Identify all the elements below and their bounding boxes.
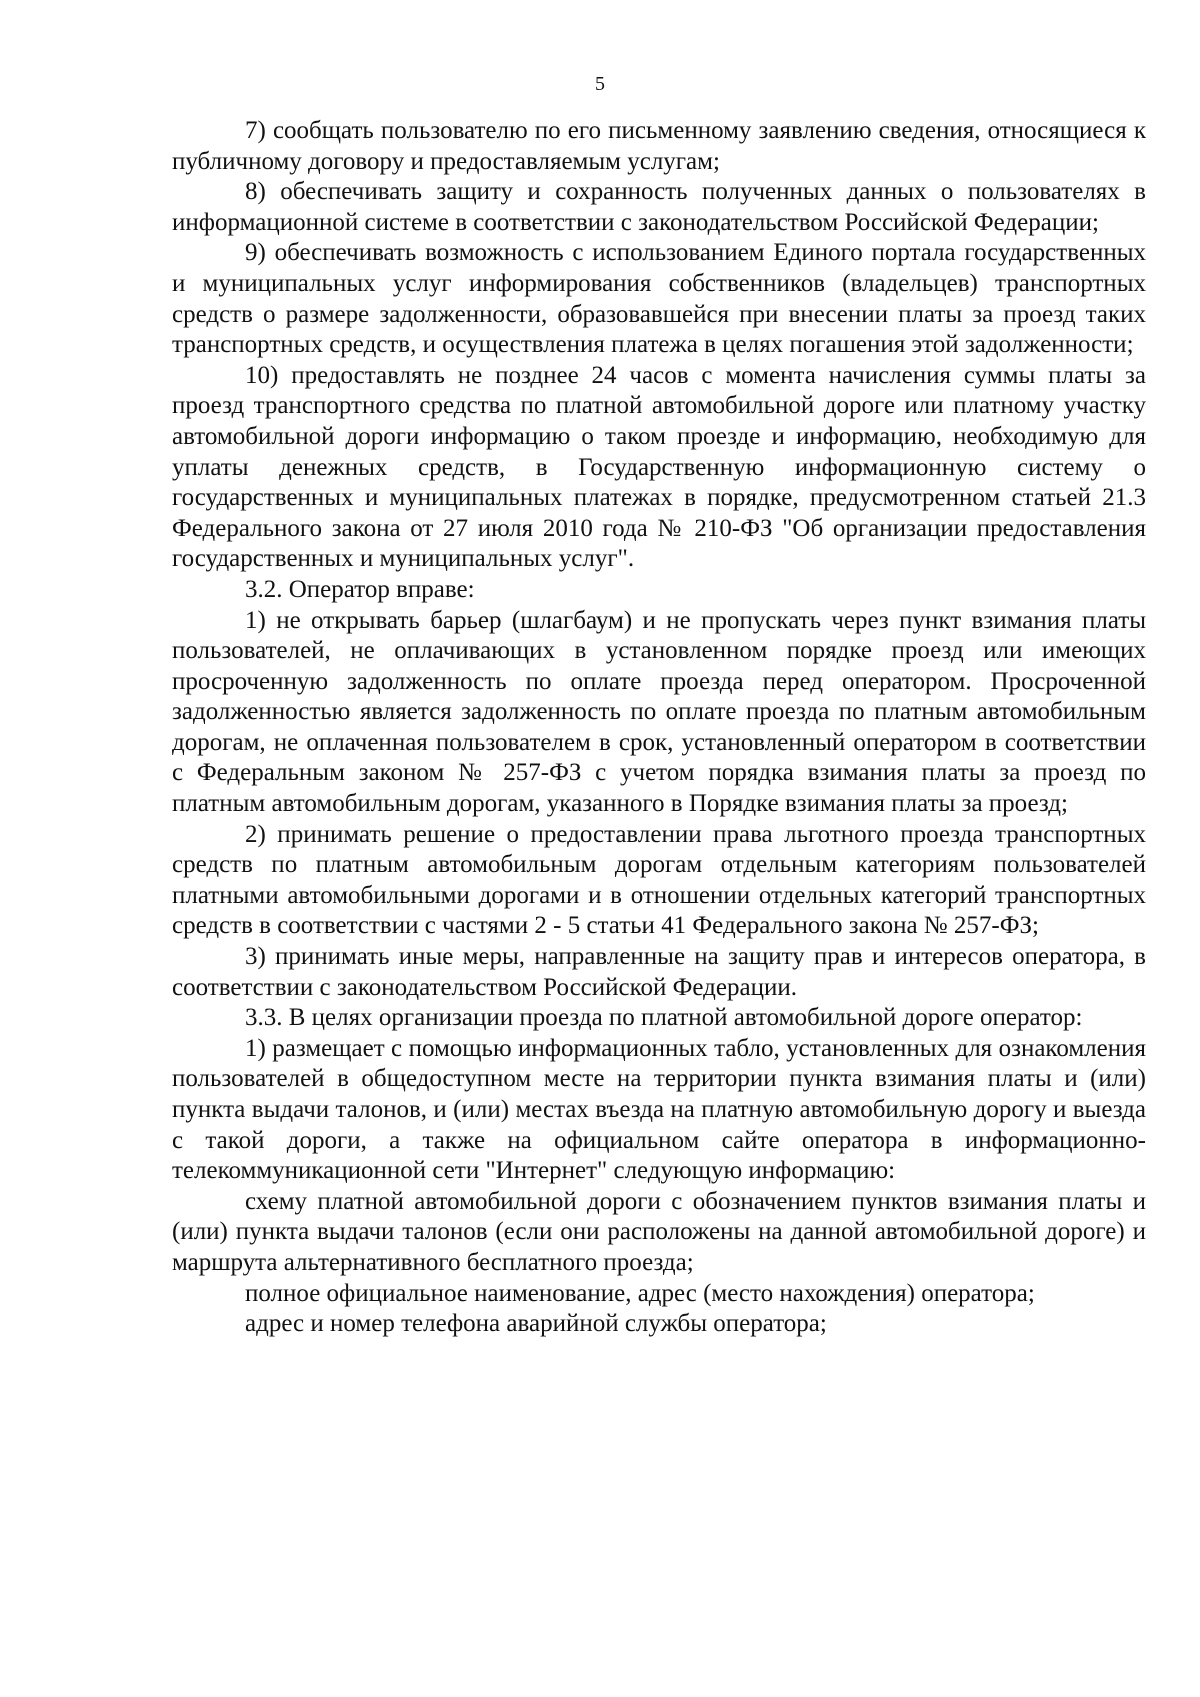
section-heading-3-3: 3.3. В целях организации проезда по платной автомобильной дороге оператор: bbox=[245, 1004, 1083, 1032]
list-item-emergency-service: адрес и номер телефона аварийной службы оператора; bbox=[245, 1310, 827, 1338]
section-heading-3-2: 3.2. Оператор вправе: bbox=[245, 575, 475, 603]
paragraph-3-3-item-1: 1) размещает с помощью информационных табло, установленных для ознакомления пользователей в общедоступном месте на территории пункта взимания платы и (или) пункта выдачи талонов, и (или) местах въезда на платную автомобильную дорогу и выезда с такой дороги, а также на официальном сайте оператора в информационно-телекоммуникационной сети "Интернет" следующую информацию: bbox=[172, 1034, 1146, 1185]
paragraph-3-2-item-3: 3) принимать иные меры, направленные на защиту прав и интересов оператора, в соответствии с законодательством Российской Федерации. bbox=[172, 943, 1146, 1001]
paragraph-item-7: 7) сообщать пользователю по его письменному заявлению сведения, относящиеся к публичному договору и предоставляемым услугам; bbox=[172, 117, 1146, 175]
list-item-operator-name: полное официальное наименование, адрес (место нахождения) оператора; bbox=[245, 1279, 1035, 1307]
paragraph-item-8: 8) обеспечивать защиту и сохранность полученных данных о пользователях в информационной системе в соответствии с законодательством Российской Федерации; bbox=[172, 178, 1146, 236]
paragraph-item-9: 9) обеспечивать возможность с использованием Единого портала государственных и муниципальных услуг информирования собственников (владельцев) транспортных средств о размере задолженности, образовавшейся при внесении платы за проезд таких транспортных средств, и осуществления платежа в целях погашения этой задолженности; bbox=[172, 239, 1146, 359]
page-number: 5 bbox=[595, 73, 605, 95]
paragraph-item-10: 10) предоставлять не позднее 24 часов с момента начисления суммы платы за проезд транспортного средства по платной автомобильной дороге или платному участку автомобильной дороги информацию о таком проезде и информацию, необходимую для уплаты денежных средств, в Государственную информационную систему о государственных и муниципальных платежах в порядке, предусмотренном статьей 21.3 Федерального закона от 27 июля 2010 года № 210-ФЗ "Об организации предоставления государственных и муниципальных услуг". bbox=[172, 361, 1146, 573]
paragraph-3-2-item-1: 1) не открывать барьер (шлагбаум) и не пропускать через пункт взимания платы пользователей, не оплачивающих в установленном порядке проезд или имеющих просроченную задолженность по оплате проезда перед оператором. Просроченной задолженностью является задолженность по оплате проезда по платным автомобильным дорогам, не оплаченная пользователем в срок, установленный оператором в соответствии с Федеральным законом № 257-ФЗ с учетом порядка взимания платы за проезд по платным автомобильным дорогам, указанного в Порядке взимания платы за проезд; bbox=[172, 606, 1146, 818]
list-item-road-scheme: схему платной автомобильной дороги с обозначением пунктов взимания платы и (или) пункта выдачи талонов (если они расположены на данной автомобильной дороге) и маршрута альтернативного бесплатного проезда; bbox=[172, 1187, 1146, 1276]
paragraph-3-2-item-2: 2) принимать решение о предоставлении права льготного проезда транспортных средств по платным автомобильным дорогам отдельным категориям пользователей платными автомобильными дорогами и в отношении отдельных категорий транспортных средств в соответствии с частями 2 - 5 статьи 41 Федерального закона № 257-ФЗ; bbox=[172, 820, 1146, 940]
document-body bbox=[172, 116, 1146, 1340]
